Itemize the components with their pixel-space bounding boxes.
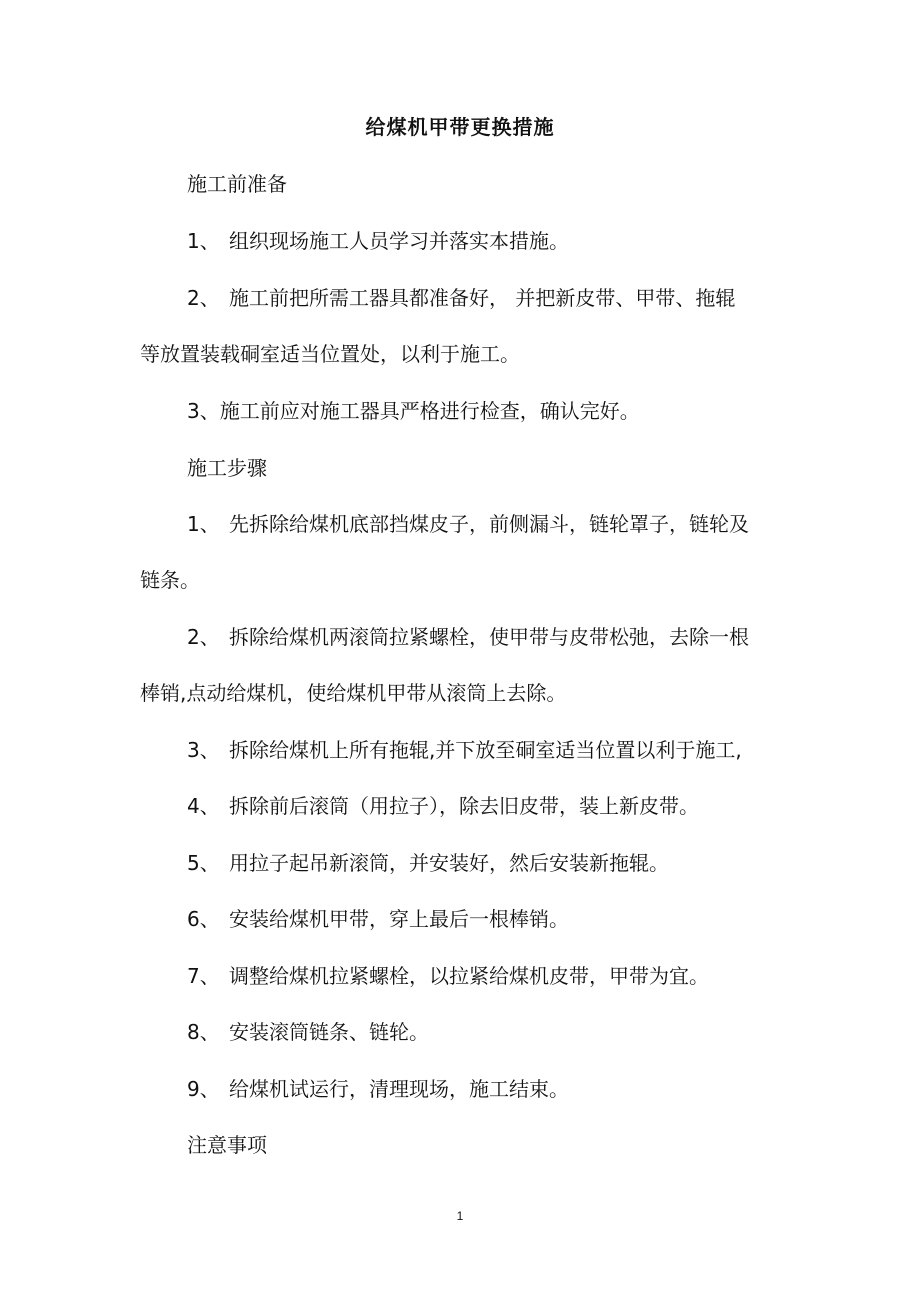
- item-text: 拆除前后滚筒（用拉子），除去旧皮带，装上新皮带。: [229, 794, 699, 818]
- item-number: 2、: [187, 625, 220, 649]
- item-text: 先拆除给煤机底部挡煤皮子，前侧漏斗，链轮罩子，链轮及: [229, 512, 749, 536]
- item-text: 安装给煤机甲带，穿上最后一根棒销。: [229, 907, 569, 931]
- step-item-7: [187, 962, 797, 990]
- section-heading-notes: 注意事项: [187, 1133, 267, 1157]
- document-title: 给煤机甲带更换措施: [365, 115, 555, 139]
- item-number: 8、: [187, 1020, 220, 1044]
- section-heading-steps: 施工步骤: [187, 456, 267, 480]
- item-number: 2、: [187, 286, 220, 310]
- step-item-9: [187, 1075, 797, 1103]
- page-number: 1: [456, 1209, 464, 1223]
- prep-item-2: [187, 284, 797, 312]
- step-item-3: [187, 736, 797, 764]
- step-item-2-continuation: 棒销,点动给煤机，使给煤机甲带从滚筒上去除。: [140, 681, 567, 705]
- item-number: 7、: [187, 964, 220, 988]
- prep-item-1: [187, 227, 797, 255]
- step-item-1-continuation: 链条。: [140, 568, 200, 592]
- item-text: 用拉子起吊新滚筒，并安装好，然后安装新拖辊。: [229, 851, 669, 875]
- item-number: 1、: [187, 229, 220, 253]
- step-item-8: [187, 1018, 797, 1046]
- prep-item-2-continuation: 等放置装载硐室适当位置处，以利于施工。: [140, 342, 520, 366]
- prep-item-3: 3、施工前应对施工器具严格进行检查，确认完好。: [187, 399, 640, 423]
- step-item-4: [187, 792, 797, 820]
- item-text: 拆除给煤机两滚筒拉紧螺栓，使甲带与皮带松弛，去除一根: [229, 625, 749, 649]
- item-number: 9、: [187, 1077, 220, 1101]
- item-number: 1、: [187, 512, 220, 536]
- item-text: 安装滚筒链条、链轮。: [229, 1020, 429, 1044]
- item-number: 5、: [187, 851, 220, 875]
- item-text: 拆除给煤机上所有拖辊,并下放至硐室适当位置以利于施工,: [229, 738, 742, 762]
- item-text: 调整给煤机拉紧螺栓，以拉紧给煤机皮带，甲带为宜。: [229, 964, 709, 988]
- section-heading-prep: 施工前准备: [187, 172, 287, 196]
- step-item-5: [187, 849, 797, 877]
- item-text: 给煤机试运行，清理现场，施工结束。: [229, 1077, 569, 1101]
- step-item-6: [187, 905, 797, 933]
- item-number: 3、: [187, 738, 220, 762]
- step-item-2: [187, 623, 797, 651]
- item-text: 施工前把所需工器具都准备好， 并把新皮带、甲带、拖辊: [229, 286, 736, 310]
- item-number: 4、: [187, 794, 220, 818]
- item-number: 6、: [187, 907, 220, 931]
- item-text: 组织现场施工人员学习并落实本措施。: [229, 229, 569, 253]
- step-item-1: [187, 510, 797, 538]
